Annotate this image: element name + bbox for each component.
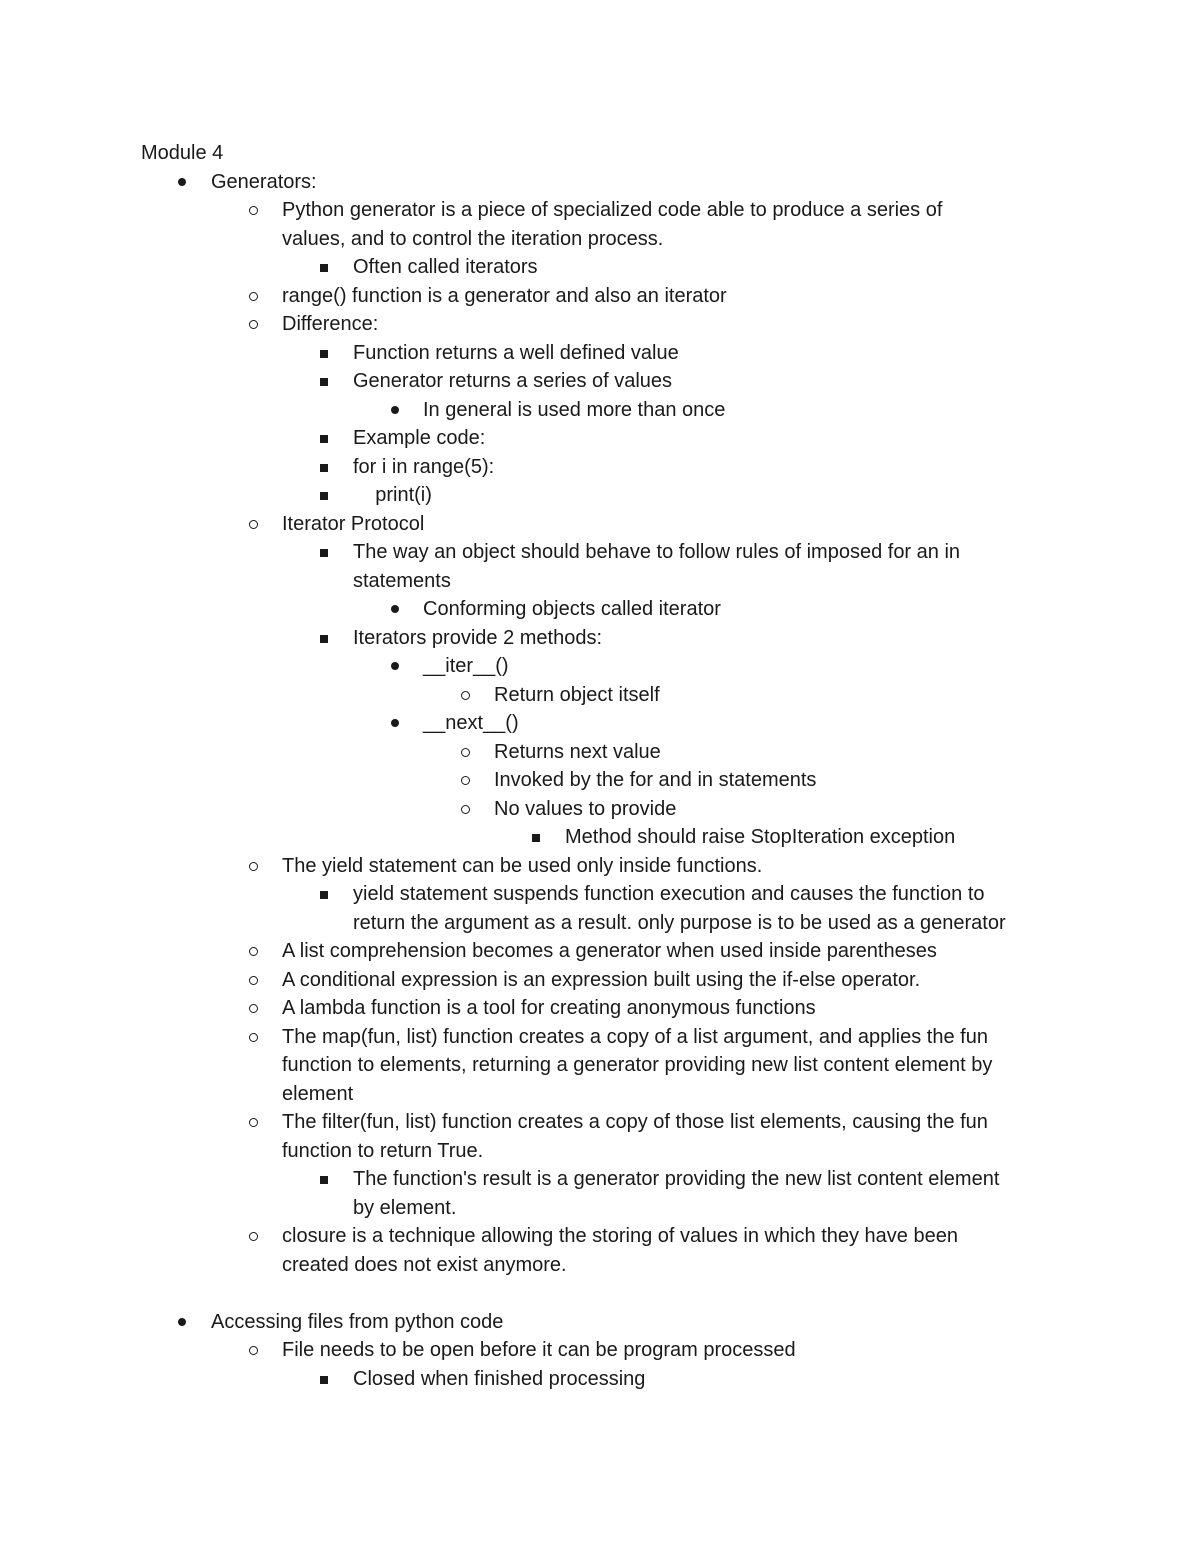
list-item bbox=[0, 1194, 1200, 1223]
document-title: Module 4 bbox=[141, 142, 224, 164]
list-item-text: Python generator is a piece of specialized code able to produce a series of bbox=[282, 199, 943, 221]
list-item bbox=[0, 709, 1200, 738]
square-bullet-icon bbox=[320, 624, 332, 653]
list-item-text: Difference: bbox=[282, 313, 379, 335]
list-item bbox=[0, 481, 1200, 510]
square-bullet-icon bbox=[320, 424, 332, 453]
circle-bullet-icon bbox=[249, 282, 261, 311]
list-item-text: return the argument as a result. only purpose is to be used as a generator bbox=[353, 911, 1006, 934]
list-item-text: closure is a technique allowing the storing of values in which they have been bbox=[282, 1225, 958, 1247]
list-item bbox=[0, 310, 1200, 339]
list-item-text: __next__() bbox=[423, 712, 519, 734]
list-item bbox=[0, 424, 1200, 453]
list-item-text: Function returns a well defined value bbox=[353, 341, 679, 364]
square-bullet-icon bbox=[320, 880, 332, 909]
circle-bullet-icon bbox=[249, 966, 261, 995]
list-item bbox=[0, 624, 1200, 653]
square-bullet-icon bbox=[320, 538, 332, 567]
list-item-text: A list comprehension becomes a generator when used inside parentheses bbox=[282, 940, 937, 962]
list-item bbox=[0, 225, 1200, 254]
disc-bullet-icon bbox=[391, 652, 403, 681]
list-item-text: The filter(fun, list) function creates a copy of those list elements, causing the fun bbox=[282, 1111, 988, 1133]
list-item-text: Iterator Protocol bbox=[282, 512, 425, 535]
square-bullet-icon bbox=[320, 1165, 332, 1194]
list-item bbox=[0, 1051, 1200, 1080]
list-item-text: statements bbox=[353, 569, 451, 592]
list-item-text: range() function is a generator and also an iterator bbox=[282, 284, 727, 307]
list-item-text: Generators: bbox=[211, 170, 317, 193]
disc-bullet-icon bbox=[178, 1308, 190, 1337]
list-item bbox=[0, 453, 1200, 482]
list-item-text: The yield statement can be used only inside functions. bbox=[282, 854, 763, 877]
circle-bullet-icon bbox=[249, 994, 261, 1023]
list-item-text: yield statement suspends function execution and causes the function to bbox=[353, 883, 985, 905]
square-bullet-icon bbox=[320, 481, 332, 510]
list-item-text: A conditional expression is an expression built using the if-else operator. bbox=[282, 968, 921, 991]
list-item bbox=[0, 738, 1200, 767]
list-item bbox=[0, 1308, 1200, 1337]
list-item-text: A lambda function is a tool for creating anonymous functions bbox=[282, 997, 816, 1019]
list-item bbox=[0, 1336, 1200, 1365]
circle-bullet-icon bbox=[249, 1222, 261, 1251]
list-item-text: Generator returns a series of values bbox=[353, 370, 673, 392]
list-item bbox=[0, 994, 1200, 1023]
blank-line bbox=[0, 1279, 1200, 1308]
list-item-text: Accessing files from python code bbox=[211, 1310, 504, 1333]
list-item bbox=[0, 168, 1200, 197]
circle-bullet-icon bbox=[249, 1023, 261, 1052]
circle-bullet-icon bbox=[249, 937, 261, 966]
circle-bullet-icon bbox=[461, 738, 473, 767]
square-bullet-icon bbox=[320, 1365, 332, 1394]
list-item-text: Return object itself bbox=[494, 683, 660, 706]
list-item-text: values, and to control the iteration process. bbox=[282, 227, 664, 250]
list-item-text: No values to provide bbox=[494, 797, 677, 820]
list-item-text: by element. bbox=[353, 1196, 457, 1219]
list-item bbox=[0, 567, 1200, 596]
list-item bbox=[0, 766, 1200, 795]
list-item-text: Invoked by the for and in statements bbox=[494, 769, 817, 791]
circle-bullet-icon bbox=[249, 510, 261, 539]
list-item bbox=[0, 937, 1200, 966]
list-item bbox=[0, 852, 1200, 881]
list-item bbox=[0, 253, 1200, 282]
square-bullet-icon bbox=[320, 453, 332, 482]
disc-bullet-icon bbox=[391, 709, 403, 738]
disc-bullet-icon bbox=[391, 396, 403, 425]
circle-bullet-icon bbox=[249, 310, 261, 339]
list-item bbox=[0, 681, 1200, 710]
disc-bullet-icon bbox=[178, 168, 190, 197]
list-item bbox=[0, 1108, 1200, 1137]
list-item-text: function to return True. bbox=[282, 1139, 484, 1162]
list-item-text: In general is used more than once bbox=[423, 398, 726, 421]
list-item bbox=[0, 1365, 1200, 1394]
square-bullet-icon bbox=[320, 253, 332, 282]
list-item bbox=[0, 966, 1200, 995]
list-item bbox=[0, 510, 1200, 539]
list-item-text: for i in range(5): bbox=[353, 455, 495, 478]
list-item-text: Returns next value bbox=[494, 740, 661, 763]
list-item bbox=[0, 1137, 1200, 1166]
list-item-text: Iterators provide 2 methods: bbox=[353, 626, 603, 649]
circle-bullet-icon bbox=[249, 196, 261, 225]
list-item bbox=[0, 538, 1200, 567]
circle-bullet-icon bbox=[249, 1108, 261, 1137]
list-item-text: The map(fun, list) function creates a copy of a list argument, and applies the fun bbox=[282, 1025, 988, 1048]
list-item-text: Conforming objects called iterator bbox=[423, 598, 721, 620]
list-item bbox=[0, 652, 1200, 681]
circle-bullet-icon bbox=[461, 795, 473, 824]
list-item bbox=[0, 1080, 1200, 1109]
square-bullet-icon bbox=[320, 339, 332, 368]
list-item-text: The way an object should behave to follow rules of imposed for an in bbox=[353, 541, 961, 563]
document-title-line bbox=[0, 139, 1200, 168]
list-item bbox=[0, 196, 1200, 225]
list-item-text: Method should raise StopIteration exception bbox=[565, 826, 956, 848]
square-bullet-icon bbox=[320, 367, 332, 396]
list-item bbox=[0, 595, 1200, 624]
list-item-text: element bbox=[282, 1082, 354, 1105]
list-item bbox=[0, 1165, 1200, 1194]
circle-bullet-icon bbox=[249, 1336, 261, 1365]
list-item-text: print(i) bbox=[353, 484, 432, 506]
square-bullet-icon bbox=[532, 823, 544, 852]
list-item bbox=[0, 909, 1200, 938]
circle-bullet-icon bbox=[249, 852, 261, 881]
list-item-text: function to elements, returning a generator providing new list content element by bbox=[282, 1054, 993, 1076]
list-item bbox=[0, 1023, 1200, 1052]
list-item-text: Closed when finished processing bbox=[353, 1367, 646, 1390]
list-item bbox=[0, 282, 1200, 311]
list-item-text: Example code: bbox=[353, 427, 486, 449]
list-item bbox=[0, 1251, 1200, 1280]
list-item-text: __iter__() bbox=[423, 655, 509, 677]
list-item bbox=[0, 795, 1200, 824]
list-item bbox=[0, 367, 1200, 396]
disc-bullet-icon bbox=[391, 595, 403, 624]
list-item bbox=[0, 880, 1200, 909]
list-item-text: created does not exist anymore. bbox=[282, 1253, 567, 1276]
list-item bbox=[0, 1222, 1200, 1251]
list-item-text: File needs to be open before it can be program processed bbox=[282, 1339, 796, 1361]
list-item bbox=[0, 339, 1200, 368]
list-item-text: Often called iterators bbox=[353, 256, 538, 278]
document-body bbox=[0, 139, 1200, 1393]
circle-bullet-icon bbox=[461, 766, 473, 795]
list-item-text: The function's result is a generator providing the new list content element bbox=[353, 1168, 1000, 1190]
list-item bbox=[0, 823, 1200, 852]
list-item bbox=[0, 396, 1200, 425]
circle-bullet-icon bbox=[461, 681, 473, 710]
